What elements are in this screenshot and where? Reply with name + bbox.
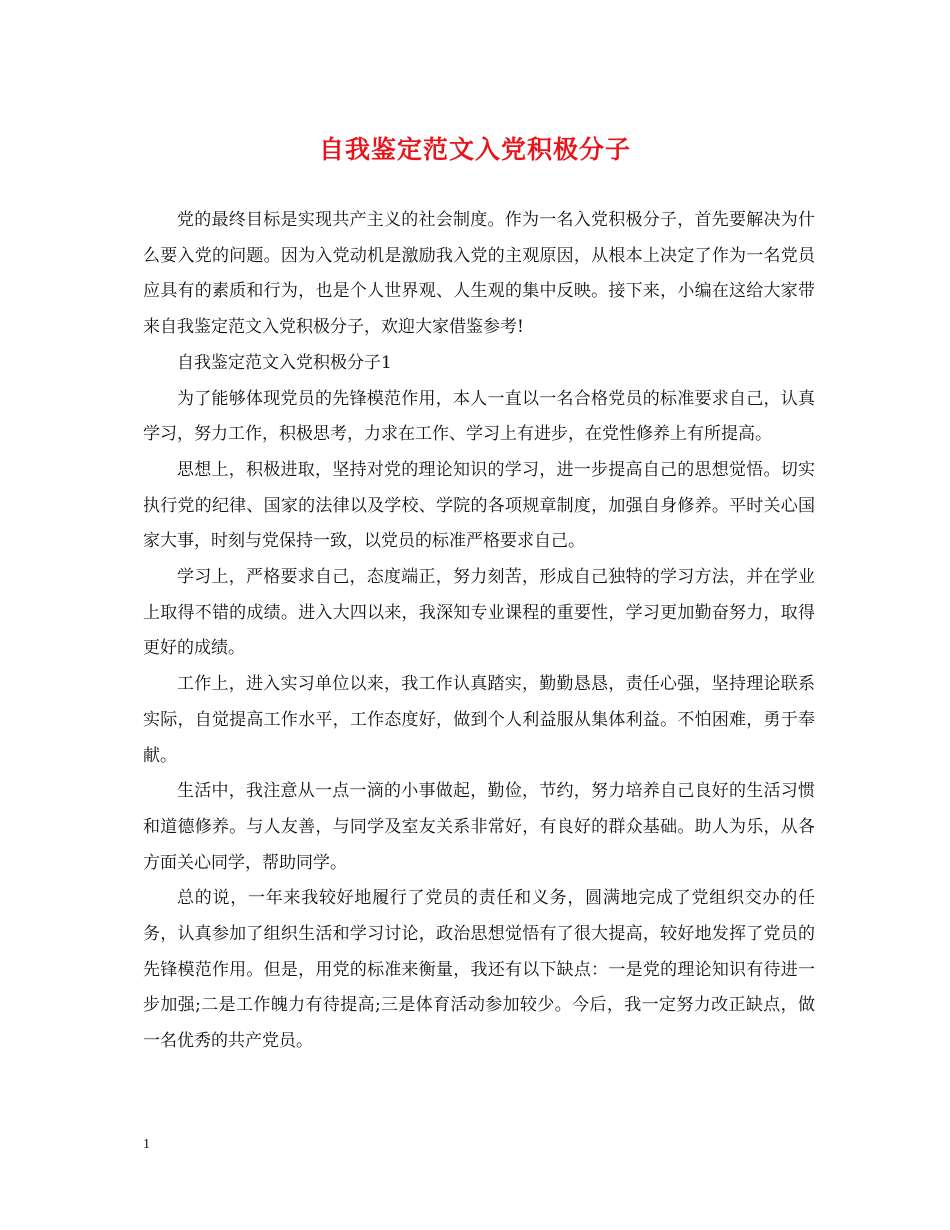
- body-paragraph: 为了能够体现党员的先锋模范作用，本人一直以一名合格党员的标准要求自己，认真学习，努力工作，积极思考，力求在工作、学习上有进步，在党性修养上有所提高。: [143, 388, 815, 445]
- body-paragraph: 思想上，积极进取，坚持对党的理论知识的学习，进一步提高自己的思想觉悟。切实执行党的纪律、国家的法律以及学校、学院的各项规章制度，加强自身修养。平时关心国家大事，时刻与党保持一致，以党员的标准严格要求自己。: [143, 459, 815, 552]
- body-paragraph: 生活中，我注意从一点一滴的小事做起，勤俭，节约，努力培养自己良好的生活习惯和道德修养。与人友善，与同学及室友关系非常好，有良好的群众基础。助人为乐，从各方面关心同学，帮助同学。: [143, 781, 815, 873]
- document-title: 自我鉴定范文入党积极分子: [318, 135, 631, 164]
- section-heading: 自我鉴定范文入党积极分子1: [177, 352, 392, 373]
- body-paragraph: 工作上，进入实习单位以来，我工作认真踏实，勤勤恳恳，责任心强，坚持理论联系实际，自觉提高工作水平，工作态度好，做到个人利益服从集体利益。不怕困难，勇于奉献。: [143, 674, 815, 766]
- body-paragraph: 总的说，一年来我较好地履行了党员的责任和义务，圆满地完成了党组织交办的任务，认真参加了组织生活和学习讨论，政治思想觉悟有了很大提高，较好地发挥了党员的先锋模范作用。但是，用党的标准来衡量，我还有以下缺点：一是党的理论知识有待进一步加强;二是工作魄力有待提高;三是体育活动参加较少。今后，我一定努力改正缺点，做一名优秀的共产党员。: [143, 888, 815, 1052]
- document-body: [143, 203, 815, 1060]
- intro-paragraph: 党的最终目标是实现共产主义的社会制度。作为一名入党积极分子，首先要解决为什么要入党的问题。因为入党动机是激励我入党的主观原因，从根本上决定了作为一名党员应具有的素质和行为，也是个人世界观、人生观的集中反映。接下来，小编在这给大家带来自我鉴定范文入党积极分子，欢迎大家借鉴参考!: [143, 210, 815, 338]
- body-paragraph: 学习上，严格要求自己，态度端正，努力刻苦，形成自己独特的学习方法，并在学业上取得不错的成绩。进入大四以来，我深知专业课程的重要性，学习更加勤奋努力，取得更好的成绩。: [143, 567, 815, 659]
- page-number: 1: [143, 1137, 150, 1152]
